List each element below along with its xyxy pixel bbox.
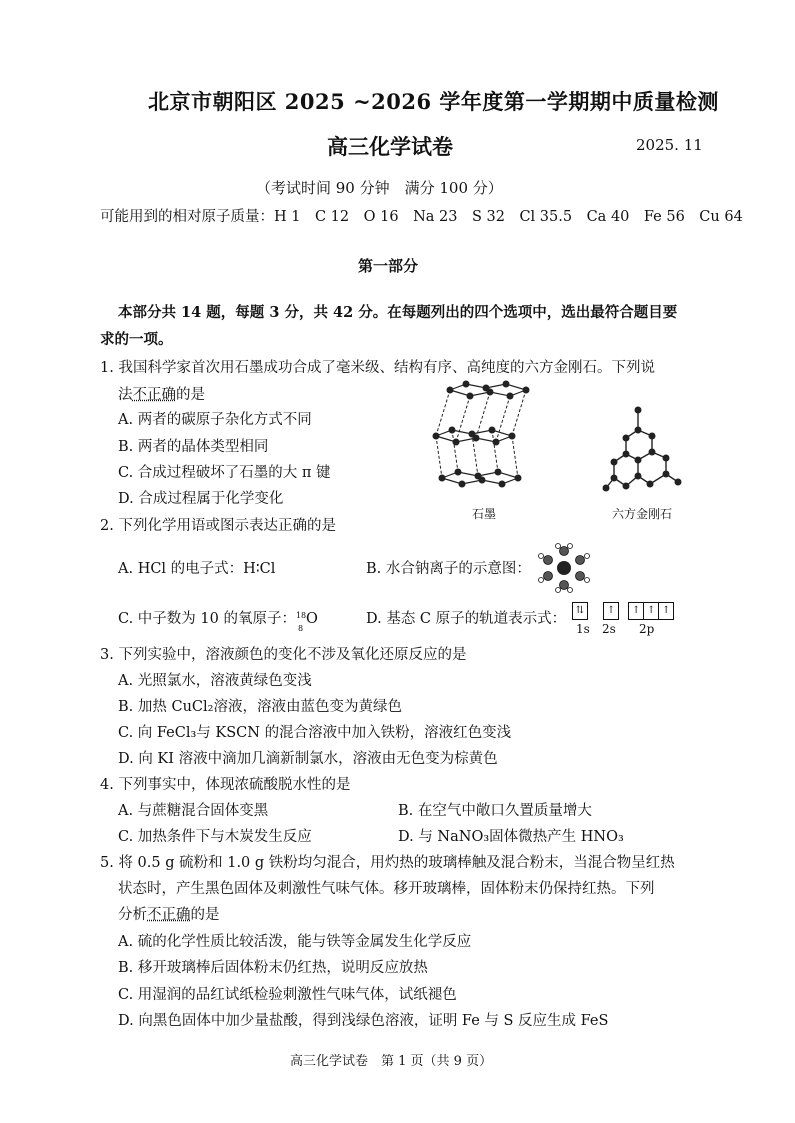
q1-option-d: D. 合成过程属于化学变化 [118,491,284,507]
q4-stem: 4. 下列事实中，体现浓硫酸脱水性的是 [100,777,351,793]
q5-option-a: A. 硫的化学性质比较活泼，能与铁等金属发生化学反应 [118,934,472,950]
q1-stem-2: 法不正确的是 [118,387,205,403]
q3-option-a: A. 光照氯水，溶液黄绿色变浅 [118,673,312,689]
q5-option-d: D. 向黑色固体中加少量盐酸，得到浅绿色溶液，证明 Fe 与 S 反应生成 FeS [118,1013,609,1029]
page-footer: 高三化学试卷 第 1 页（共 9 页） [290,1054,493,1069]
q3-option-d: D. 向 KI 溶液中滴加几滴新制氯水，溶液由无色变为棕黄色 [118,751,498,767]
hydrated-sodium-ion-diagram [536,542,592,594]
q2-option-a: A. HCl 的电子式：H∶Cl [118,561,276,577]
atomic-masses: 可能用到的相对原子质量：H 1 C 12 O 16 Na 23 S 32 Cl 35.5 Ca 40 Fe 56 Cu 64 [100,209,743,225]
exam-date: 2025. 11 [636,136,703,154]
q3-option-b: B. 加热 CuCl₂溶液，溶液由蓝色变为黄绿色 [118,699,402,715]
q5-stem-3: 分析不正确的是 [118,907,220,923]
section-instruction-2: 求的一项。 [100,331,173,348]
exam-info: （考试时间 90 分钟 满分 100 分） [256,179,503,197]
q4-option-c: C. 加热条件下与木炭发生反应 [118,829,312,845]
q4-option-a: A. 与蔗糖混合固体变黑 [118,803,269,819]
q1-option-c: C. 合成过程破坏了石墨的大 π 键 [118,465,331,481]
q5-stem-2: 状态时，产生黑色固体及刺激性气味气体。移开玻璃棒，固体粉末仍保持红热。下列 [118,881,655,897]
q2-stem: 2. 下列化学用语或图示表达正确的是 [100,518,336,534]
hexagonal-diamond-figure [598,402,688,498]
q1-option-a: A. 两者的碳原子杂化方式不同 [118,412,312,428]
graphite-structure-figure [428,378,548,496]
section-instruction-1: 本部分共 14 题，每题 3 分，共 42 分。在每题列出的四个选项中，选出最符合题目要 [118,304,678,321]
q2-option-d: D. 基态 C 原子的轨道表示式： [366,611,567,627]
paper-subtitle: 高三化学试卷 [327,134,453,159]
q3-option-c: C. 向 FeCl₃与 KSCN 的混合溶液中加入铁粉，溶液红色变浅 [118,725,512,741]
hexagonal-diamond-label: 六方金刚石 [612,507,673,521]
q3-stem: 3. 下列实验中，溶液颜色的变化不涉及氧化还原反应的是 [100,647,467,663]
q4-option-b: B. 在空气中敞口久置质量增大 [398,803,592,819]
graphite-label: 石墨 [472,507,497,521]
q2-option-c: C. 中子数为 10 的氧原子： 18 8 O [118,611,318,633]
q5-option-b: B. 移开玻璃棒后固体粉末仍红热，说明反应放热 [118,960,428,976]
q4-option-d: D. 与 NaNO₃固体微热产生 HNO₃ [398,829,624,845]
q1-stem-1: 1. 我国科学家首次用石墨成功合成了毫米级、结构有序、高纯度的六方金刚石。下列说 [100,360,655,376]
q5-option-c: C. 用湿润的品红试纸检验刺激性气味气体，试纸褪色 [118,987,457,1003]
q1-option-b: B. 两者的晶体类型相同 [118,439,269,455]
orbital-label-2s: 2s [602,622,616,636]
orbital-diagram: ⇅ ↑ ↑ ↑ ↑ [572,600,674,620]
orbital-label-2p: 2p [639,622,655,636]
section-title: 第一部分 [358,257,419,275]
exam-title: 北京市朝阳区 2025 ~2026 学年度第一学期期中质量检测 [148,89,719,114]
q2-option-b: B. 水合钠离子的示意图： [366,561,531,577]
orbital-label-1s: 1s [576,622,590,636]
q5-stem-1: 5. 将 0.5 g 硫粉和 1.0 g 铁粉均匀混合，用灼热的玻璃棒触及混合粉末，当混合物呈红热 [100,855,675,871]
